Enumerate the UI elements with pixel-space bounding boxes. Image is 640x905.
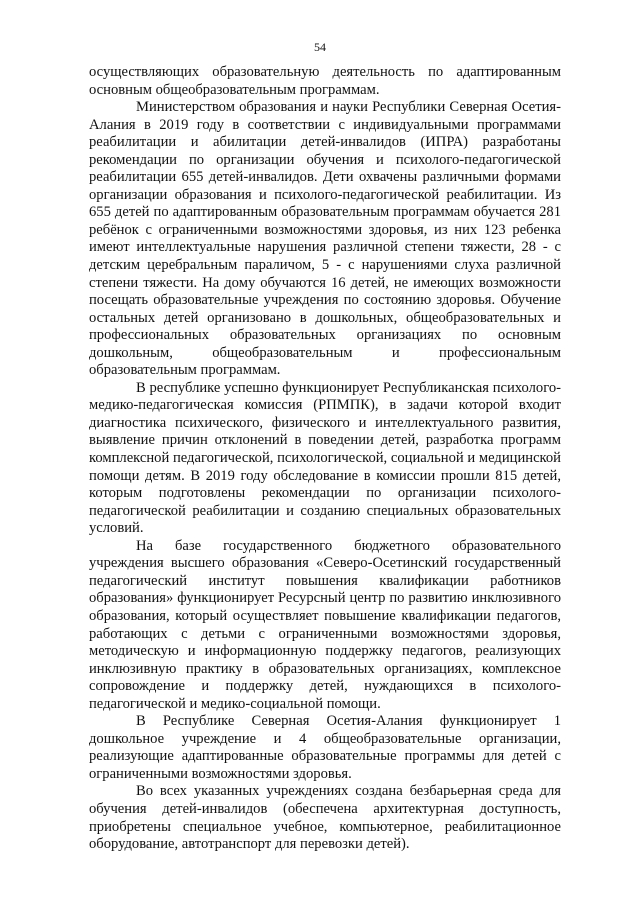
paragraph-barrier-free: Во всех указанных учреждениях создана безбарьерная среда для обучения детей-инвалидов (обеспечена архитектурная доступность, приобретены специальное учебное, компьютерное, реабилитационное оборудование, автотранспорт для перевозки детей). <box>89 783 561 853</box>
page-number: 54 <box>314 40 326 54</box>
paragraph-continued: осуществляющих образовательную деятельность по адаптированным основным общеобразовательным программам. <box>89 64 561 98</box>
paragraph-institutions: В Республике Северная Осетия-Алания функционирует 1 дошкольное учреждение и 4 общеобразовательные организации, реализующие адаптированные образовательные программы для детей с ограниченными возможностями здоровья. <box>89 713 561 782</box>
paragraph-ministry-rehabilitation: Министерством образования и науки Республики Северная Осетия-Алания в 2019 году в соответствии с индивидуальными программами реабилитации и абилитации детей-инвалидов (ИПРА) разработаны рекомендации по организации обучения и психолого-педагогической реабилитации 655 детей-инвалидов. Дети охвачены различными формами организации образования и психолого-педагогической реабилитации. Из 655 детей по адаптированным образовательным программам обучается 281 ребёнок с ограниченными возможностями здоровья, из них 123 ребенка имеют интеллектуальные нарушения различной степени тяжести, 28 - с детским церебральным параличом, 5 - с нарушениями слуха различной степени тяжести. На дому обучаются 16 детей, не имеющих возможности посещать образовательные учреждения по состоянию здоровья. Обучение остальных детей организовано в дошкольных, общеобразовательных и профессиональных образовательных организациях по основным дошкольным, общеобразовательным и профессиональным образовательным программам. <box>89 99 561 379</box>
document-body <box>89 64 561 854</box>
paragraph-pmpk-commission: В республике успешно функционирует Республиканская психолого-медико-педагогическая комиссия (РПМПК), в задачи которой входит диагностика психического, физического и интеллектуального развития, выявление причин отклонений в поведении детей, разработка программ комплексной педагогической, психологической, социальной и медицинской помощи детям. В 2019 году обследование в комиссии прошли 815 детей, которым подготовлены рекомендации по организации психолого-педагогической реабилитации и созданию специальных образовательных условий. <box>89 379 561 537</box>
paragraph-resource-center: На базе государственного бюджетного образовательного учреждения высшего образования «Северо-Осетинский государственный педагогический институт повышения квалификации работников образования» функционирует Ресурсный центр по развитию инклюзивного образования, который осуществляет повышение квалификации педагогов, работающих с детьми с ограниченными возможностями здоровья, методическую и информационную поддержку педагогов, реализующих инклюзивную практику в образовательных организациях, комплексное сопровождение и поддержку детей, нуждающихся в психолого-педагогической и медико-социальной помощи. <box>89 537 561 712</box>
